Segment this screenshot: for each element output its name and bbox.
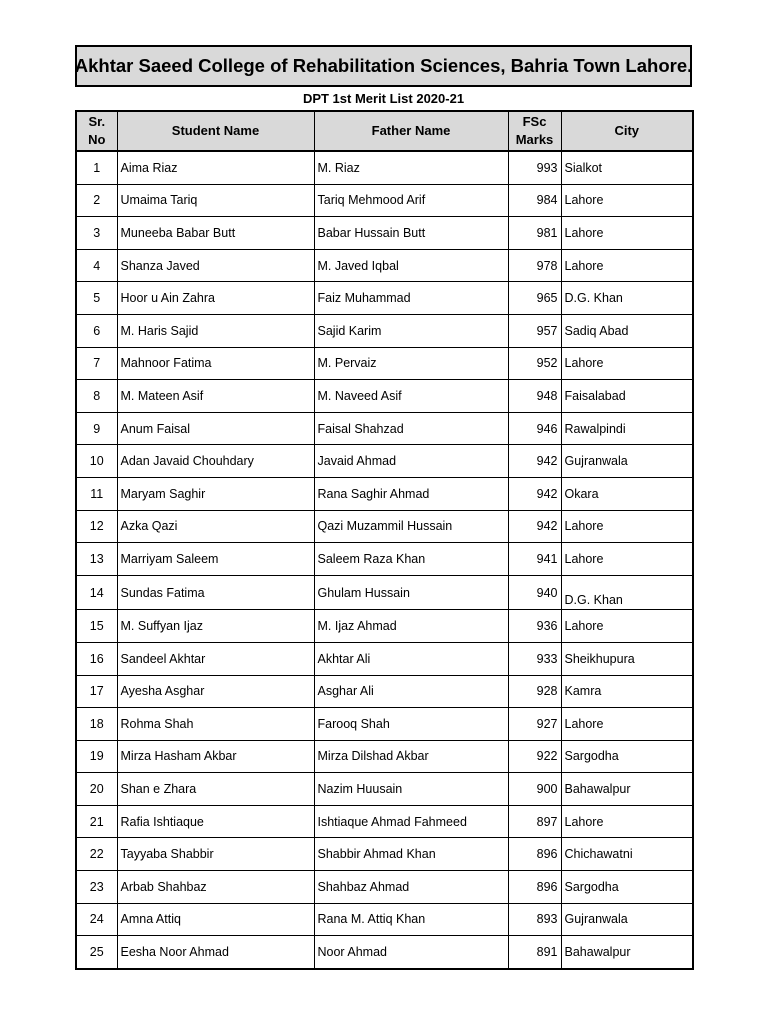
cell-fsc-marks: 927 <box>508 708 561 741</box>
table-row <box>76 740 693 773</box>
cell-city: Lahore <box>561 510 693 543</box>
cell-student-name: Marriyam Saleem <box>117 543 314 576</box>
cell-city: D.G. Khan <box>561 575 693 610</box>
column-header-fsc-marks-line2: Marks <box>515 132 554 147</box>
table-row <box>76 510 693 543</box>
cell-father-name: Ghulam Hussain <box>314 575 508 610</box>
cell-city: Gujranwala <box>561 903 693 936</box>
cell-student-name: Eesha Noor Ahmad <box>117 936 314 969</box>
table-row <box>76 184 693 217</box>
cell-father-name: Noor Ahmad <box>314 936 508 969</box>
cell-father-name: Farooq Shah <box>314 708 508 741</box>
table-row <box>76 380 693 413</box>
cell-city: Bahawalpur <box>561 936 693 969</box>
cell-student-name: Amna Attiq <box>117 903 314 936</box>
cell-fsc-marks: 893 <box>508 903 561 936</box>
cell-sr-no: 3 <box>76 217 117 250</box>
merit-list-table <box>75 110 694 970</box>
cell-father-name: Akhtar Ali <box>314 642 508 675</box>
cell-city: Sargodha <box>561 871 693 904</box>
cell-fsc-marks: 897 <box>508 805 561 838</box>
table-row <box>76 347 693 380</box>
cell-sr-no: 7 <box>76 347 117 380</box>
table-row <box>76 575 693 610</box>
cell-fsc-marks: 957 <box>508 314 561 347</box>
cell-sr-no: 17 <box>76 675 117 708</box>
cell-fsc-marks: 942 <box>508 510 561 543</box>
column-header-student-name: Student Name <box>117 111 314 151</box>
cell-fsc-marks: 933 <box>508 642 561 675</box>
cell-father-name: Ishtiaque Ahmad Fahmeed <box>314 805 508 838</box>
cell-father-name: Saleem Raza Khan <box>314 543 508 576</box>
cell-father-name: Sajid Karim <box>314 314 508 347</box>
cell-fsc-marks: 942 <box>508 477 561 510</box>
table-row <box>76 217 693 250</box>
cell-city: Bahawalpur <box>561 773 693 806</box>
cell-student-name: Mirza Hasham Akbar <box>117 740 314 773</box>
cell-fsc-marks: 993 <box>508 151 561 184</box>
cell-city: Lahore <box>561 610 693 643</box>
cell-student-name: Rafia Ishtiaque <box>117 805 314 838</box>
cell-student-name: M. Haris Sajid <box>117 314 314 347</box>
cell-father-name: Rana Saghir Ahmad <box>314 477 508 510</box>
cell-sr-no: 19 <box>76 740 117 773</box>
cell-city: Faisalabad <box>561 380 693 413</box>
column-header-fsc-marks <box>508 111 561 151</box>
cell-father-name: Shahbaz Ahmad <box>314 871 508 904</box>
cell-city: Gujranwala <box>561 445 693 478</box>
column-header-sr-no-line2: No <box>88 132 106 147</box>
cell-sr-no: 5 <box>76 282 117 315</box>
table-row <box>76 838 693 871</box>
cell-father-name: Faisal Shahzad <box>314 412 508 445</box>
cell-sr-no: 24 <box>76 903 117 936</box>
table-row <box>76 249 693 282</box>
column-header-father-name: Father Name <box>314 111 508 151</box>
cell-fsc-marks: 900 <box>508 773 561 806</box>
cell-sr-no: 8 <box>76 380 117 413</box>
cell-fsc-marks: 922 <box>508 740 561 773</box>
column-header-city: City <box>561 111 693 151</box>
cell-student-name: Sandeel Akhtar <box>117 642 314 675</box>
cell-father-name: Rana M. Attiq Khan <box>314 903 508 936</box>
column-header-sr-no <box>76 111 117 151</box>
table-row <box>76 805 693 838</box>
cell-father-name: M. Javed Iqbal <box>314 249 508 282</box>
cell-father-name: M. Naveed Asif <box>314 380 508 413</box>
cell-city: Sadiq Abad <box>561 314 693 347</box>
cell-fsc-marks: 948 <box>508 380 561 413</box>
cell-fsc-marks: 891 <box>508 936 561 969</box>
cell-sr-no: 21 <box>76 805 117 838</box>
cell-fsc-marks: 978 <box>508 249 561 282</box>
cell-fsc-marks: 942 <box>508 445 561 478</box>
cell-father-name: M. Ijaz Ahmad <box>314 610 508 643</box>
cell-city: Lahore <box>561 708 693 741</box>
cell-student-name: Shan e Zhara <box>117 773 314 806</box>
cell-fsc-marks: 940 <box>508 575 561 610</box>
column-header-fsc-marks-line1: FSc <box>522 114 547 129</box>
cell-fsc-marks: 981 <box>508 217 561 250</box>
cell-student-name: Umaima Tariq <box>117 184 314 217</box>
table-row <box>76 445 693 478</box>
table-header-row <box>76 111 693 151</box>
column-header-sr-no-line1: Sr. <box>88 114 106 129</box>
cell-fsc-marks: 896 <box>508 871 561 904</box>
cell-city: Sheikhupura <box>561 642 693 675</box>
cell-sr-no: 9 <box>76 412 117 445</box>
cell-student-name: Azka Qazi <box>117 510 314 543</box>
table-row <box>76 642 693 675</box>
cell-student-name: Rohma Shah <box>117 708 314 741</box>
table-row <box>76 151 693 184</box>
table-row <box>76 936 693 969</box>
cell-city: Sargodha <box>561 740 693 773</box>
table-row <box>76 773 693 806</box>
cell-student-name: Anum Faisal <box>117 412 314 445</box>
merit-list-body <box>76 151 693 969</box>
cell-student-name: Ayesha Asghar <box>117 675 314 708</box>
cell-student-name: Mahnoor Fatima <box>117 347 314 380</box>
cell-city: Kamra <box>561 675 693 708</box>
table-row <box>76 282 693 315</box>
document-title <box>75 45 692 87</box>
cell-father-name: Qazi Muzammil Hussain <box>314 510 508 543</box>
cell-sr-no: 13 <box>76 543 117 576</box>
table-row <box>76 412 693 445</box>
cell-sr-no: 14 <box>76 575 117 610</box>
cell-fsc-marks: 984 <box>508 184 561 217</box>
cell-city: Lahore <box>561 805 693 838</box>
cell-city: Lahore <box>561 347 693 380</box>
document-title-text: Akhtar Saeed College of Rehabilitation Sciences, Bahria Town Lahore. <box>74 55 693 76</box>
cell-sr-no: 6 <box>76 314 117 347</box>
cell-city: Chichawatni <box>561 838 693 871</box>
cell-father-name: Tariq Mehmood Arif <box>314 184 508 217</box>
cell-city: D.G. Khan <box>561 282 693 315</box>
cell-sr-no: 25 <box>76 936 117 969</box>
table-row <box>76 543 693 576</box>
cell-sr-no: 2 <box>76 184 117 217</box>
cell-student-name: M. Suffyan Ijaz <box>117 610 314 643</box>
cell-fsc-marks: 936 <box>508 610 561 643</box>
cell-student-name: Shanza Javed <box>117 249 314 282</box>
cell-sr-no: 15 <box>76 610 117 643</box>
cell-city: Lahore <box>561 184 693 217</box>
cell-sr-no: 12 <box>76 510 117 543</box>
cell-student-name: Hoor u Ain Zahra <box>117 282 314 315</box>
table-row <box>76 871 693 904</box>
table-row <box>76 477 693 510</box>
cell-fsc-marks: 896 <box>508 838 561 871</box>
cell-father-name: Shabbir Ahmad Khan <box>314 838 508 871</box>
cell-sr-no: 18 <box>76 708 117 741</box>
table-row <box>76 903 693 936</box>
cell-city: Lahore <box>561 543 693 576</box>
cell-sr-no: 23 <box>76 871 117 904</box>
table-row <box>76 675 693 708</box>
cell-father-name: Faiz Muhammad <box>314 282 508 315</box>
cell-father-name: Asghar Ali <box>314 675 508 708</box>
cell-fsc-marks: 965 <box>508 282 561 315</box>
cell-city: Rawalpindi <box>561 412 693 445</box>
cell-fsc-marks: 946 <box>508 412 561 445</box>
cell-sr-no: 1 <box>76 151 117 184</box>
table-row <box>76 610 693 643</box>
cell-father-name: Mirza Dilshad Akbar <box>314 740 508 773</box>
cell-student-name: Maryam Saghir <box>117 477 314 510</box>
table-row <box>76 314 693 347</box>
cell-sr-no: 4 <box>76 249 117 282</box>
table-row <box>76 708 693 741</box>
cell-city: Sialkot <box>561 151 693 184</box>
cell-father-name: Javaid Ahmad <box>314 445 508 478</box>
cell-father-name: M. Riaz <box>314 151 508 184</box>
merit-list-subtitle: DPT 1st Merit List 2020-21 <box>302 91 465 106</box>
cell-student-name: M. Mateen Asif <box>117 380 314 413</box>
cell-father-name: Nazim Huusain <box>314 773 508 806</box>
cell-city: Lahore <box>561 249 693 282</box>
cell-sr-no: 16 <box>76 642 117 675</box>
cell-sr-no: 11 <box>76 477 117 510</box>
cell-city: Okara <box>561 477 693 510</box>
cell-father-name: Babar Hussain Butt <box>314 217 508 250</box>
cell-sr-no: 10 <box>76 445 117 478</box>
cell-student-name: Arbab Shahbaz <box>117 871 314 904</box>
cell-city: Lahore <box>561 217 693 250</box>
cell-student-name: Tayyaba Shabbir <box>117 838 314 871</box>
cell-fsc-marks: 952 <box>508 347 561 380</box>
cell-fsc-marks: 928 <box>508 675 561 708</box>
cell-fsc-marks: 941 <box>508 543 561 576</box>
cell-student-name: Muneeba Babar Butt <box>117 217 314 250</box>
cell-sr-no: 20 <box>76 773 117 806</box>
cell-sr-no: 22 <box>76 838 117 871</box>
cell-student-name: Sundas Fatima <box>117 575 314 610</box>
cell-student-name: Aima Riaz <box>117 151 314 184</box>
cell-student-name: Adan Javaid Chouhdary <box>117 445 314 478</box>
cell-father-name: M. Pervaiz <box>314 347 508 380</box>
